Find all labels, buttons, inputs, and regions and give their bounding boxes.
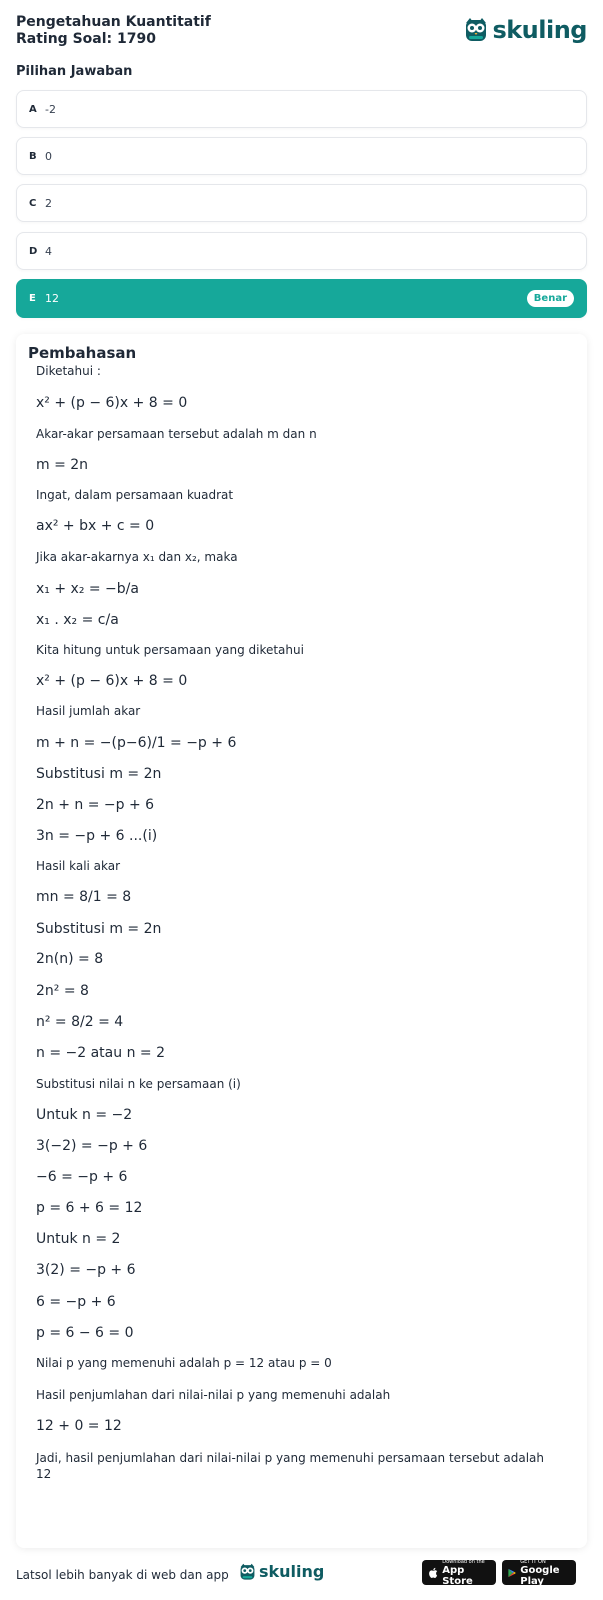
discussion-line: 2n² = 8 — [36, 983, 89, 999]
discussion-line: Ingat, dalam persamaan kuadrat — [36, 488, 234, 502]
brand-logo[interactable] — [464, 16, 587, 44]
discussion-line: n² = 8/2 = 4 — [36, 1014, 124, 1030]
footer-brand-name: skuling — [259, 1562, 325, 1581]
option-letter: D — [29, 245, 38, 257]
option-value: 4 — [45, 244, 52, 258]
option-value: 2 — [45, 196, 52, 210]
discussion-line: Nilai p yang memenuhi adalah p = 12 atau p = 0 — [36, 1356, 332, 1370]
app-store-small: Download on the — [442, 1558, 485, 1565]
discussion-line: mn = 8/1 = 8 — [36, 889, 132, 905]
header — [16, 14, 587, 54]
discussion-line: p = 6 − 6 = 0 — [36, 1325, 134, 1341]
discussion-line: Untuk n = −2 — [36, 1107, 133, 1123]
discussion-line: Substitusi m = 2n — [36, 766, 162, 782]
discussion-line: x₁ + x₂ = −b/a — [36, 581, 139, 597]
footer — [16, 1560, 587, 1590]
discussion-line: m = 2n — [36, 457, 89, 473]
discussion-line: 3(2) = −p + 6 — [36, 1262, 136, 1278]
discussion-line: 12 + 0 = 12 — [36, 1418, 122, 1434]
discussion-title: Pembahasan — [28, 344, 137, 362]
subject-title: Pengetahuan Kuantitatif — [16, 14, 211, 30]
discussion-line: Kita hitung untuk persamaan yang diketahui — [36, 643, 304, 657]
discussion-line: Hasil penjumlahan dari nilai-nilai p yang memenuhi adalah — [36, 1388, 391, 1402]
option-value: 0 — [45, 149, 52, 163]
apple-icon — [428, 1566, 438, 1580]
discussion-line: 6 = −p + 6 — [36, 1294, 116, 1310]
discussion-line: x² + (p − 6)x + 8 = 0 — [36, 673, 188, 689]
owl-icon — [239, 1563, 256, 1581]
answers-heading: Pilihan Jawaban — [16, 64, 133, 79]
correct-badge: Benar — [527, 290, 574, 307]
discussion-line: 3(−2) = −p + 6 — [36, 1138, 148, 1154]
option-letter: A — [29, 103, 37, 115]
option-value: -2 — [45, 102, 56, 116]
discussion-line: Akar-akar persamaan tersebut adalah m dan n — [36, 427, 317, 441]
google-play-small: GET IT ON — [520, 1558, 546, 1565]
discussion-line: 2n + n = −p + 6 — [36, 797, 155, 813]
discussion-line: ax² + bx + c = 0 — [36, 518, 155, 534]
option-b[interactable] — [16, 137, 587, 175]
google-play-label: Google Play — [520, 1564, 560, 1587]
discussion-line: m + n = −(p−6)/1 = −p + 6 — [36, 735, 237, 751]
footer-text: Latsol lebih banyak di web dan app — [16, 1568, 229, 1582]
discussion-line: Hasil kali akar — [36, 859, 121, 873]
google-play-icon — [508, 1567, 516, 1579]
brand-name: skuling — [492, 16, 587, 44]
discussion-line: 2n(n) = 8 — [36, 951, 104, 967]
google-play-button[interactable] — [502, 1560, 576, 1585]
option-c[interactable] — [16, 184, 587, 222]
rating-label: Rating Soal: 1790 — [16, 31, 156, 47]
discussion-line: Diketahui : — [36, 364, 101, 378]
option-e[interactable] — [16, 279, 587, 318]
discussion-line: n = −2 atau n = 2 — [36, 1045, 165, 1061]
discussion-line: 3n = −p + 6 ...(i) — [36, 828, 158, 844]
discussion-line: Substitusi nilai n ke persamaan (i) — [36, 1077, 241, 1091]
option-letter: C — [29, 197, 37, 209]
app-store-label: App Store — [442, 1564, 473, 1587]
discussion-line: Jika akar-akarnya x₁ dan x₂, maka — [36, 550, 238, 564]
discussion-line: x² + (p − 6)x + 8 = 0 — [36, 395, 188, 411]
option-value: 12 — [45, 292, 59, 305]
discussion-line: Hasil jumlah akar — [36, 704, 141, 718]
discussion-line: −6 = −p + 6 — [36, 1169, 128, 1185]
discussion-line: p = 6 + 6 = 12 — [36, 1200, 143, 1216]
option-d[interactable] — [16, 232, 587, 270]
discussion-line: Jadi, hasil penjumlahan dari nilai-nilai p yang memenuhi persamaan tersebut adalah 12 — [36, 1451, 544, 1481]
discussion-line: x₁ . x₂ = c/a — [36, 612, 119, 628]
option-letter: B — [29, 150, 37, 162]
option-letter: E — [29, 293, 36, 304]
app-store-button[interactable] — [422, 1560, 496, 1585]
discussion-card — [16, 334, 587, 1548]
option-a[interactable] — [16, 90, 587, 128]
footer-brand-logo[interactable] — [239, 1562, 324, 1581]
title-block — [16, 14, 211, 48]
discussion-line: Untuk n = 2 — [36, 1231, 121, 1247]
discussion-line: Substitusi m = 2n — [36, 921, 162, 937]
owl-icon — [464, 17, 488, 43]
